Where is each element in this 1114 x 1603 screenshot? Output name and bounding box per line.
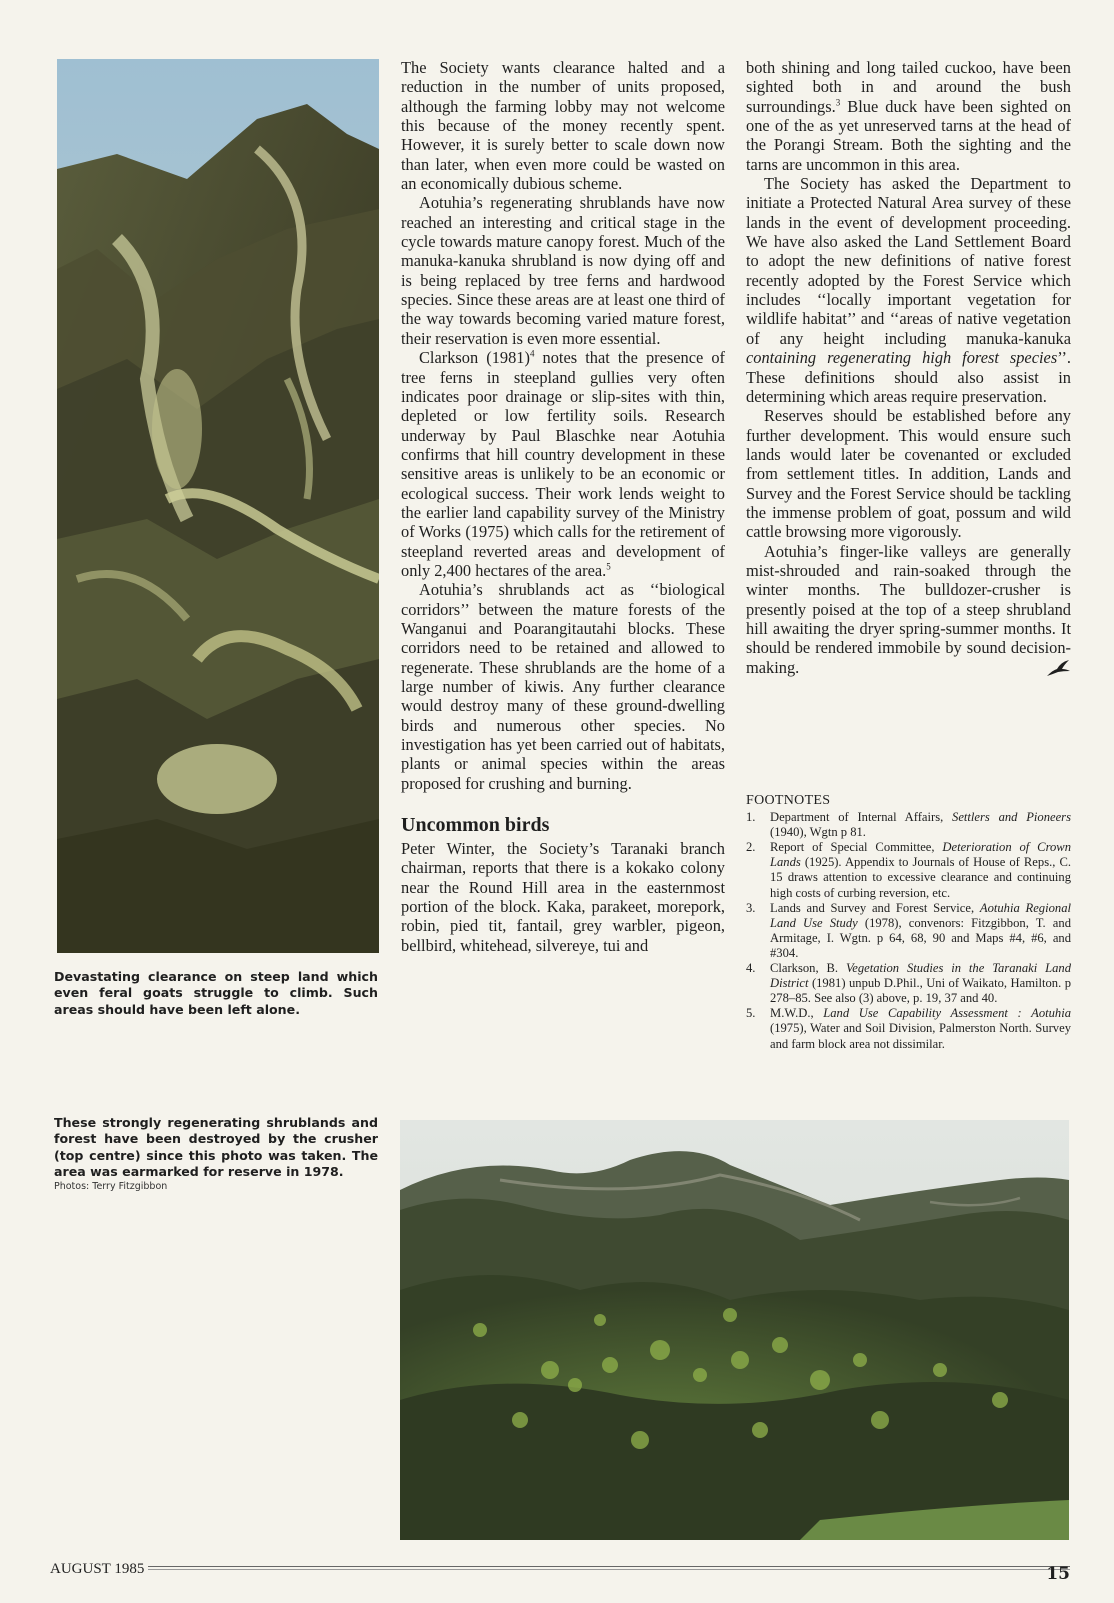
footnote-item — [746, 810, 1071, 840]
paragraph: Peter Winter, the Society’s Taranaki branch chairman, reports that there is a kokako colony near the Round Hill area in the easternmost portion of the block. Kaka, parakeet, morepork, robin, pied tit, fantail, grey warbler, pigeon, bellbird, whitehead, silvereye, tui and — [401, 839, 725, 955]
text-run: Clarkson (1981) — [419, 348, 530, 368]
text-run: notes that the presence of tree ferns in steepland gullies very often indicates poor drainage or slip-sites with thin, depleted or low fertility soils. Research underway by Paul Blaschke near Aotuhia confirms that hill country development in these sensitive areas is unlikely to be an economic or ecological success. Their work lends weight to the earlier land capability survey of the Ministry of Works (1975) which calls for the retirement of steepland reverted areas and development of only 2,400 hectares of the area. — [401, 348, 726, 580]
footnote-item — [746, 840, 1071, 900]
footnote-text: (1981) unpub D.Phil., Uni of Waikato, Hamilton. p 278–85. See also (3) above, p. 19, 37 and 40. — [770, 976, 1071, 1006]
photo-cleared-hills — [57, 59, 379, 953]
bird-icon — [1045, 658, 1071, 678]
footnote-ref: 5 — [606, 561, 611, 572]
footnote-number: 5. — [746, 1006, 756, 1021]
footnote-item — [746, 1006, 1071, 1051]
footnote-number: 2. — [746, 840, 756, 855]
text-run-italic: containing regenerating high forest species — [746, 348, 1058, 368]
paragraph — [401, 348, 725, 580]
page-number: 15 — [1046, 1564, 1070, 1584]
paragraph: Aotuhia’s regenerating shrublands have now reached an interesting and critical stage in the cycle towards mature canopy forest. Much of the manuka-kanuka shrubland is now dying off and is being replaced by tree ferns and hardwood species. Since these areas are at least one third of the way towards becoming varied mature forest, their reservation is even more essential. — [401, 193, 725, 348]
footnote-text: Clarkson, B. — [770, 961, 846, 976]
footnote-item — [746, 901, 1071, 961]
footnote-title: Settlers and Pioneers — [952, 810, 1071, 825]
photo-credit: Photos: Terry Fitzgibbon — [54, 1181, 168, 1192]
footnote-number: 1. — [746, 810, 756, 825]
caption-cleared-hills: Devastating clearance on steep land which even feral goats struggle to climb. Such areas should have been left alone. — [54, 969, 378, 1017]
text-run: The Society has asked the Department to initiate a Protected Natural Area survey of these lands in the event of development proceeding. We have also asked the Land Settlement Board to adopt the new definitions of native forest recently adopted by the Forest Service which includes ‘‘locally important vegetation for wildlife habitat’’ and ‘‘areas of native vegetation of any height including manuka-kanuka — [746, 174, 1071, 348]
footnote-ref: 4 — [529, 348, 535, 359]
footer-issue: AUGUST 1985 — [50, 1561, 148, 1578]
footnote-text: Report of Special Committee, — [770, 840, 943, 855]
footnote-number: 3. — [746, 900, 756, 915]
article-column-middle — [401, 58, 725, 955]
footnote-text: (1975), Water and Soil Division, Palmerston North. Survey and farm block area not dissimilar. — [770, 1021, 1071, 1051]
footnote-title: Deterioration of Crown Lands — [770, 840, 1071, 870]
footnotes-title: FOOTNOTES — [746, 793, 831, 808]
footnote-text: (1925). Appendix to Journals of House of Reps., C. 15 draws attention to excessive clearance and continuing high costs of curbing reversion, etc. — [770, 855, 1071, 900]
photo-cleared-hills-image — [57, 59, 379, 953]
text-run: Blue duck have been sighted on one of the as yet unreserved tarns at the head of the Porangi Stream. Both the sighting and the tarns are uncommon in this area. — [746, 96, 1071, 174]
footnote-item — [746, 961, 1071, 1006]
footnote-text: (1978), convenors: Fitzgibbon, T. and Armitage, I. Wgtn. p 64, 68, 90 and Maps #4, #6, and #304. — [770, 915, 1071, 960]
section-heading: Uncommon birds — [401, 814, 550, 837]
footnote-text: M.W.D., — [770, 1006, 824, 1021]
footnote-title: Vegetation Studies in the Taranaki Land District — [770, 961, 1071, 991]
footnote-text: Department of Internal Affairs, — [770, 810, 953, 825]
paragraph — [746, 58, 1071, 174]
footnote-number: 4. — [746, 961, 756, 976]
footer-rule — [50, 1566, 1070, 1567]
footnote-title: Land Use Capability Assessment : Aotuhia — [823, 1006, 1071, 1021]
paragraph: Aotuhia’s shrublands act as ‘‘biological corridors’’ between the mature forests of the Wanganui and Poarangitautahi blocks. These corridors need to be retained and allowed to regenerate. These shrublands are the home of a large number of kiwis. Any further clearance would destroy many of these ground-dwelling birds and numerous other species. No investigation has yet been carried out of habitats, plants or animal species within the areas proposed for crushing and burning. — [401, 580, 725, 793]
footnote-text: Lands and Survey and Forest Service, — [770, 900, 980, 915]
footnotes-list — [746, 810, 1071, 1052]
caption-regenerating-forest: These strongly regenerating shrublands and forest have been destroyed by the crusher (top centre) since this photo was taken. The area was earmarked for reserve in 1978. — [54, 1115, 378, 1180]
paragraph — [746, 174, 1071, 406]
footer-rule — [50, 1569, 1070, 1570]
photo-regenerating-forest-image — [400, 1120, 1069, 1540]
paragraph: Reserves should be established before any further development. This would ensure such lands would later be covenanted or excluded from settlement titles. In addition, Lands and Survey and the Forest Service should be tackling the immense problem of goat, possum and wild cattle browsing more vigorously. — [746, 406, 1071, 542]
footnote-title: Aotuhia Regional Land Use Study — [770, 900, 1071, 930]
footnotes — [746, 793, 1071, 1052]
text-run: ’’. These definitions should also assist in determining which areas require preservation. — [746, 348, 1071, 406]
paragraph — [746, 542, 1071, 677]
paragraph: The Society wants clearance halted and a reduction in the number of units proposed, although the farming lobby may not welcome this because of the money recently spent. However, it is surely better to scale down now than later, when even more could be wasted on an economically dubious scheme. — [401, 58, 725, 194]
text-run: Aotuhia’s finger-like valleys are generally mist-shrouded and rain-soaked through the winter months. The bulldozer-crusher is presently poised at the top of a steep shrubland hill awaiting the dryer spring-summer months. It should be rendered immobile by sound decision-making. — [746, 541, 1071, 677]
footnote-text: (1940), Wgtn p 81. — [770, 825, 866, 840]
footnote-ref: 3 — [835, 97, 841, 108]
photo-regenerating-forest — [400, 1120, 1069, 1540]
article-column-right — [746, 58, 1071, 678]
text-run: both shining and long tailed cuckoo, have been sighted both in and around the bush surroundings. — [746, 58, 1071, 116]
